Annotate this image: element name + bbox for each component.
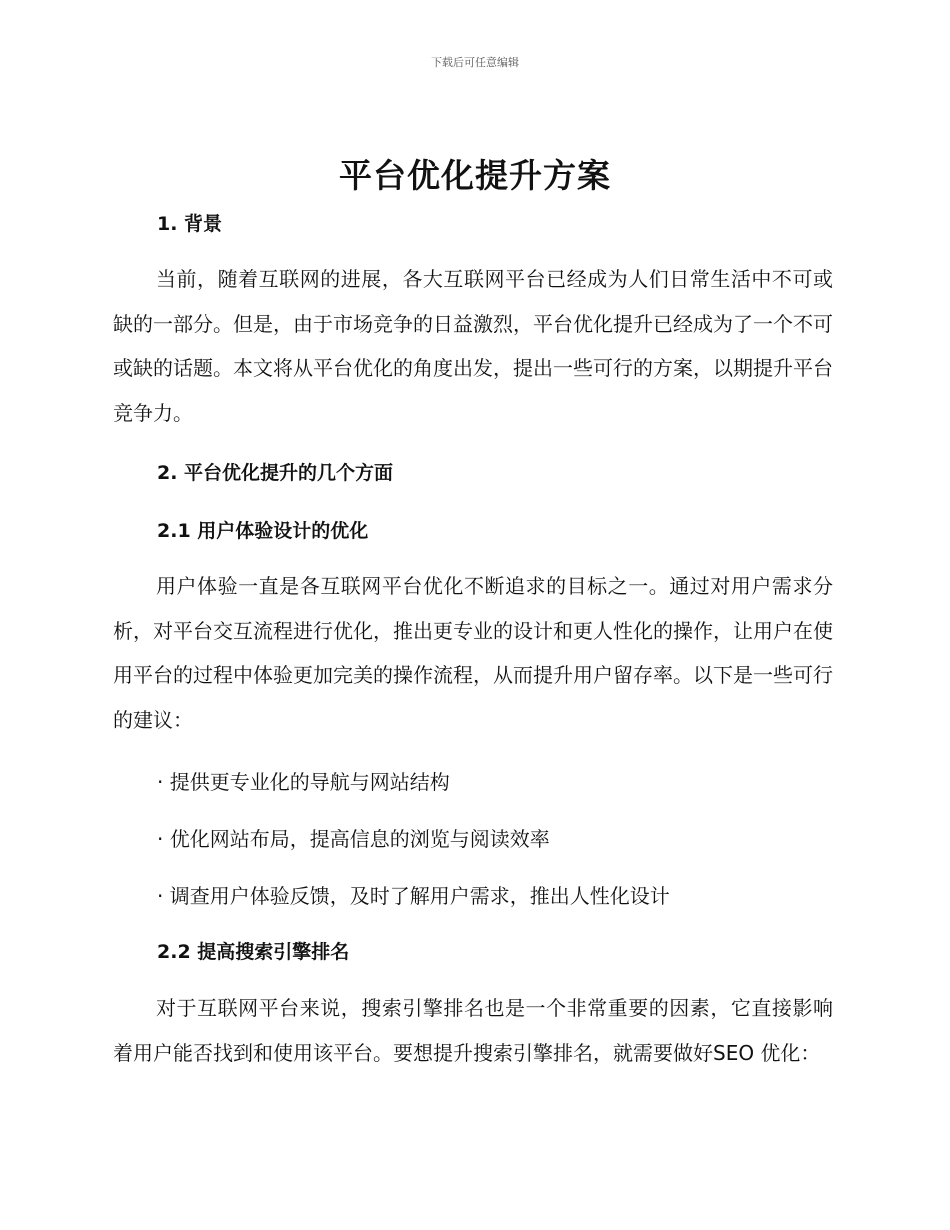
section-heading-background: 1. 背景 — [157, 213, 223, 235]
section-heading-ux: 2.1 用户体验设计的优化 — [157, 520, 369, 542]
page-title: 平台优化提升方案 — [339, 156, 611, 195]
paragraph-background: 当前，随着互联网的进展，各大互联网平台已经成为人们日常生活中不可或缺的一部分。但是，由于市场竞争的日益激烈，平台优化提升已经成为了一个不可或缺的话题。本文将从平台优化的角度出发，提出一些可行的方案，以期提升平台竞争力。 — [113, 267, 833, 425]
paragraph-seo: 对于互联网平台来说，搜索引擎排名也是一个非常重要的因素，它直接影响着用户能否找到和使用该平台。要想提升搜索引擎排名，就需要做好SEO 优化： — [113, 996, 833, 1065]
list-item: · 提供更专业化的导航与网站结构 — [157, 770, 450, 794]
header-note: 下载后可任意编辑 — [431, 56, 519, 69]
list-item: · 优化网站布局，提高信息的浏览与阅读效率 — [157, 827, 550, 851]
section-heading-aspects: 2. 平台优化提升的几个方面 — [157, 462, 394, 484]
list-item: · 调查用户体验反馈，及时了解用户需求，推出人性化设计 — [157, 884, 670, 908]
section-heading-seo: 2.2 提高搜索引擎排名 — [157, 941, 350, 963]
paragraph-ux: 用户体验一直是各互联网平台优化不断追求的目标之一。通过对用户需求分析，对平台交互流程进行优化，推出更专业的设计和更人性化的操作，让用户在使用平台的过程中体验更加完美的操作流程，从而提升用户留存率。以下是一些可行的建议： — [113, 574, 833, 732]
